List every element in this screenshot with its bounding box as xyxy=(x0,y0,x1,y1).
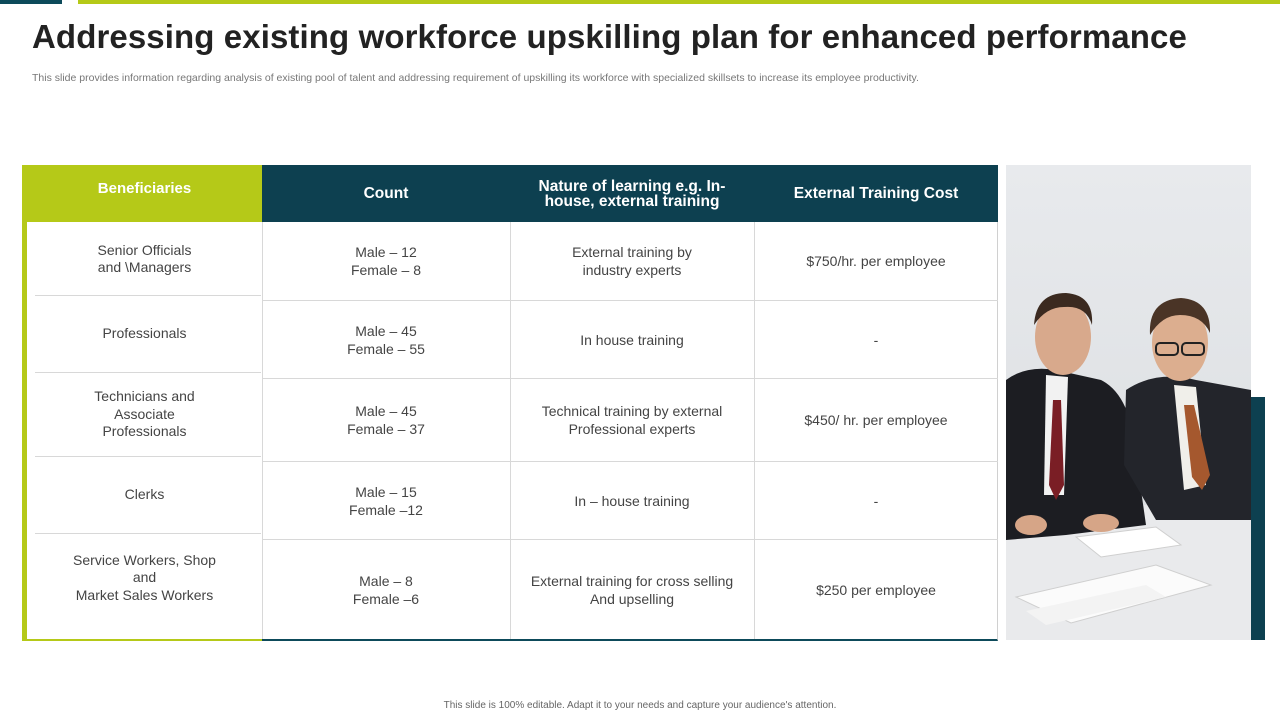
nature-header: Nature of learning e.g. In- house, external training xyxy=(510,165,754,222)
cost-cell: - xyxy=(873,492,879,509)
beneficiary-cell: Technicians and Associate Professionals xyxy=(94,388,195,440)
count-cell: Male – 45 Female – 37 xyxy=(347,403,425,437)
nature-cell: In – house training xyxy=(574,492,690,509)
beneficiaries-column xyxy=(22,165,262,641)
count-cell: Male – 12 Female – 8 xyxy=(350,244,422,278)
cost-header: External Training Cost xyxy=(754,165,998,222)
nature-cell: Technical training by external Professional experts xyxy=(541,403,723,437)
slide-title: Addressing existing workforce upskilling plan for enhanced performance xyxy=(32,18,1187,55)
count-cell: Male – 15 Female –12 xyxy=(349,483,423,518)
business-photo xyxy=(1006,165,1251,640)
cost-cell: - xyxy=(873,331,879,348)
top-accent-bar-green xyxy=(78,0,1280,4)
nature-cell: In house training xyxy=(580,331,684,348)
slide-footer: This slide is 100% editable. Adapt it to your needs and capture your audience's attention. xyxy=(443,700,837,711)
nature-cell: External training by industry experts xyxy=(572,244,692,278)
count-cell: Male – 8 Female –6 xyxy=(352,572,420,607)
beneficiaries-header: Beneficiaries xyxy=(27,165,262,222)
count-header: Count xyxy=(262,165,510,222)
two-businessmen-illustration xyxy=(1006,165,1251,640)
beneficiary-cell: Service Workers, Shop and Market Sales Workers xyxy=(73,551,216,603)
beneficiary-cell: Senior Officials and \Managers xyxy=(97,241,192,275)
cost-cell: $450/ hr. per employee xyxy=(804,412,948,428)
top-accent-bar-dark xyxy=(0,0,62,4)
training-table xyxy=(262,165,998,641)
count-cell: Male – 45 Female – 55 xyxy=(347,322,425,357)
nature-cell: External training for cross selling And upselling xyxy=(530,572,734,607)
beneficiary-cell: Clerks xyxy=(124,486,165,503)
cost-cell: $250 per employee xyxy=(816,581,936,598)
beneficiary-cell: Professionals xyxy=(102,325,187,342)
cost-cell: $750/hr. per employee xyxy=(806,253,946,269)
slide-subtitle: This slide provides information regarding analysis of existing pool of talent and addressing requirement of upskilling its workforce with specialized skillsets to increase its employee productivity. xyxy=(32,72,919,84)
